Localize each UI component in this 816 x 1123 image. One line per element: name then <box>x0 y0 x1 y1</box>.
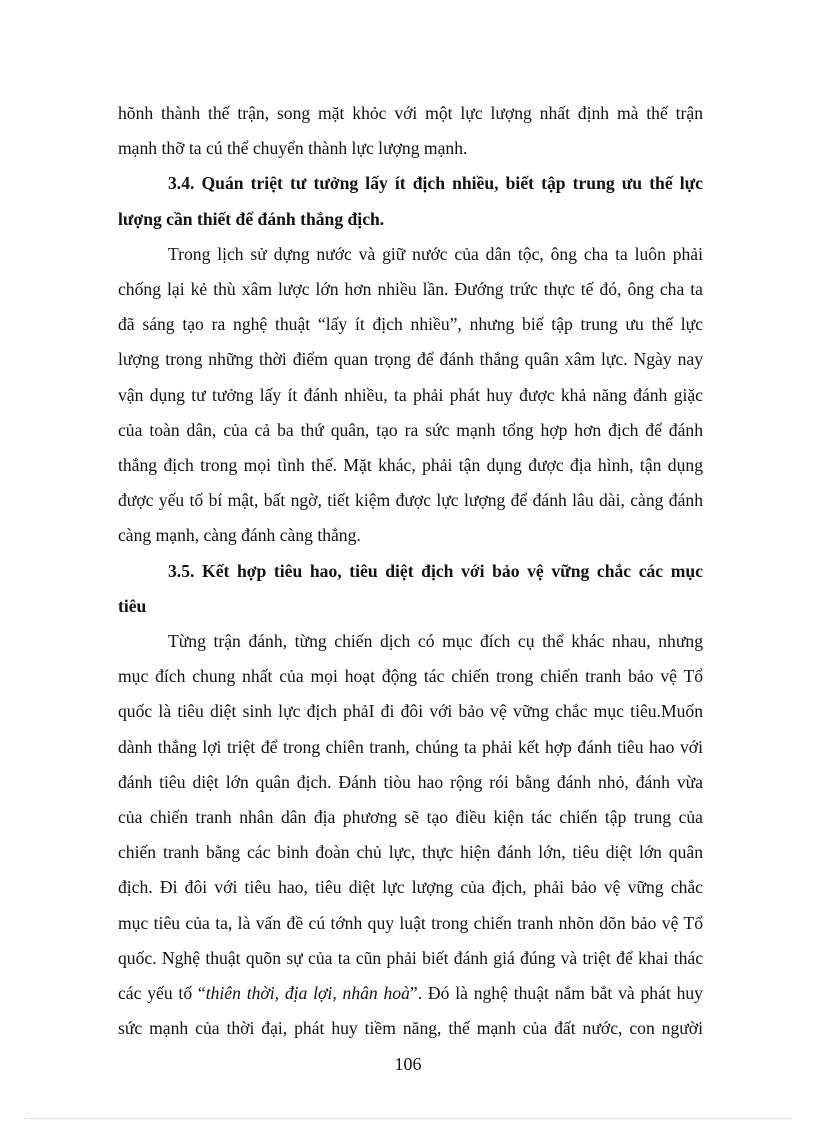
page-number: 106 <box>394 1054 422 1074</box>
paragraph-line: chiến tranh bằng các binh đoàn chủ lực, thực hiện đánh lớn, tiêu diệt lớn quân <box>118 842 703 863</box>
paragraph-line: mạnh thỡ ta cú thể chuyển thành lực lượng mạnh. <box>118 138 468 159</box>
paragraph-line: của toàn dân, của cả ba thứ quân, tạo ra sức mạnh tổng hợp hơn địch để đánh <box>118 419 703 440</box>
paragraph-line: đánh tiêu diệt lớn quân địch. Đánh tiòu hao rộng rói bằng đánh nhỏ, đánh vừa <box>118 771 703 792</box>
section-heading-3-5: 3.5. Kết hợp tiêu hao, tiêu diệt địch với bảo vệ vững chắc các mục <box>168 560 703 581</box>
paragraph-line: được yếu tố bí mật, bất ngờ, tiết kiệm được lực lượng để đánh lâu dài, càng đánh <box>118 490 703 511</box>
paragraph-line: lượng trong những thời điểm quan trọng để đánh thắng quân xâm lực. Ngày nay <box>118 349 703 370</box>
paragraph-line: càng mạnh, càng đánh càng thắng. <box>118 525 361 546</box>
paragraph-line: Từng trận đánh, từng chiến dịch có mục đích cụ thể khác nhau, nhưng <box>168 631 703 652</box>
paragraph-line: Trong lịch sử dựng nước và giữ nước của dân tộc, ông cha ta luôn phải <box>168 243 703 264</box>
paragraph-line: địch. Đi đôi với tiêu hao, tiêu diệt lực lượng của địch, phải bảo vệ vững chắc <box>118 877 703 898</box>
document-page <box>118 96 703 1046</box>
paragraph-line: vận dụng tư tưởng lấy ít đánh nhiều, ta phải phát huy được khả năng đánh giặc <box>118 384 703 405</box>
paragraph-line: đã sáng tạo ra nghệ thuật “lấy ít địch nhiều”, nhưng biế tập trung ưu thế lực <box>118 314 703 335</box>
paragraph-line: thắng địch trong mọi tình thế. Mặt khác, phải tận dụng được địa hình, tận dụng <box>118 455 703 476</box>
paragraph-line: hõnh thành thế trận, song mặt khỏc với một lực lượng nhất định mà thế trận <box>118 103 703 123</box>
paragraph-line: chống lại kẻ thù xâm lược lớn hơn nhiều lần. Đướng trức thực tế đó, ông cha ta <box>118 279 703 300</box>
section-heading-3-5-cont: tiêu <box>118 595 147 616</box>
paragraph-line: sức mạnh của thời đại, phát huy tiềm năng, thế mạnh của đất nước, con người <box>118 1018 703 1039</box>
section-heading-3-4-cont: lượng cần thiết để đánh thắng địch. <box>118 208 385 229</box>
quote-prefix: các yếu tố “ <box>118 983 206 1004</box>
page-bottom-divider <box>24 1118 792 1119</box>
paragraph-line: quốc là tiêu diệt sinh lực địch phảI đi đôi với bảo vệ vững chắc mục tiêu.Muốn <box>118 701 703 722</box>
paragraph-line: của chiến tranh nhân dân địa phương sẽ tạo điều kiện tác chiến tập trung của <box>118 807 703 828</box>
paragraph-line: quốc. Nghệ thuật quõn sự của ta cũn phải biết đánh giá đúng và triệt để khai thác <box>118 947 703 968</box>
section-heading-3-4: 3.4. Quán triệt tư tưởng lấy ít địch nhiều, biết tập trung ưu thế lực <box>168 173 703 194</box>
paragraph-line: mục đích chung nhất của mọi hoạt động tác chiến trong chiến tranh bảo vệ Tổ <box>118 666 703 687</box>
paragraph-line: mục tiêu của ta, là vấn đề cú tớnh quy luật trong chiến tranh nhõn dõn bảo vệ Tổ <box>118 912 703 933</box>
paragraph-line: dành thắng lợi triệt để trong chiên tranh, chúng ta phải kết hợp đánh tiêu hao với <box>118 736 703 757</box>
quote-suffix: ”. Đó là nghệ thuật nắm bắt và phát huy <box>409 983 703 1004</box>
quote-italic: thiên thời, địa lợi, nhân hoà <box>205 983 410 1004</box>
paragraph-line <box>118 976 703 1011</box>
